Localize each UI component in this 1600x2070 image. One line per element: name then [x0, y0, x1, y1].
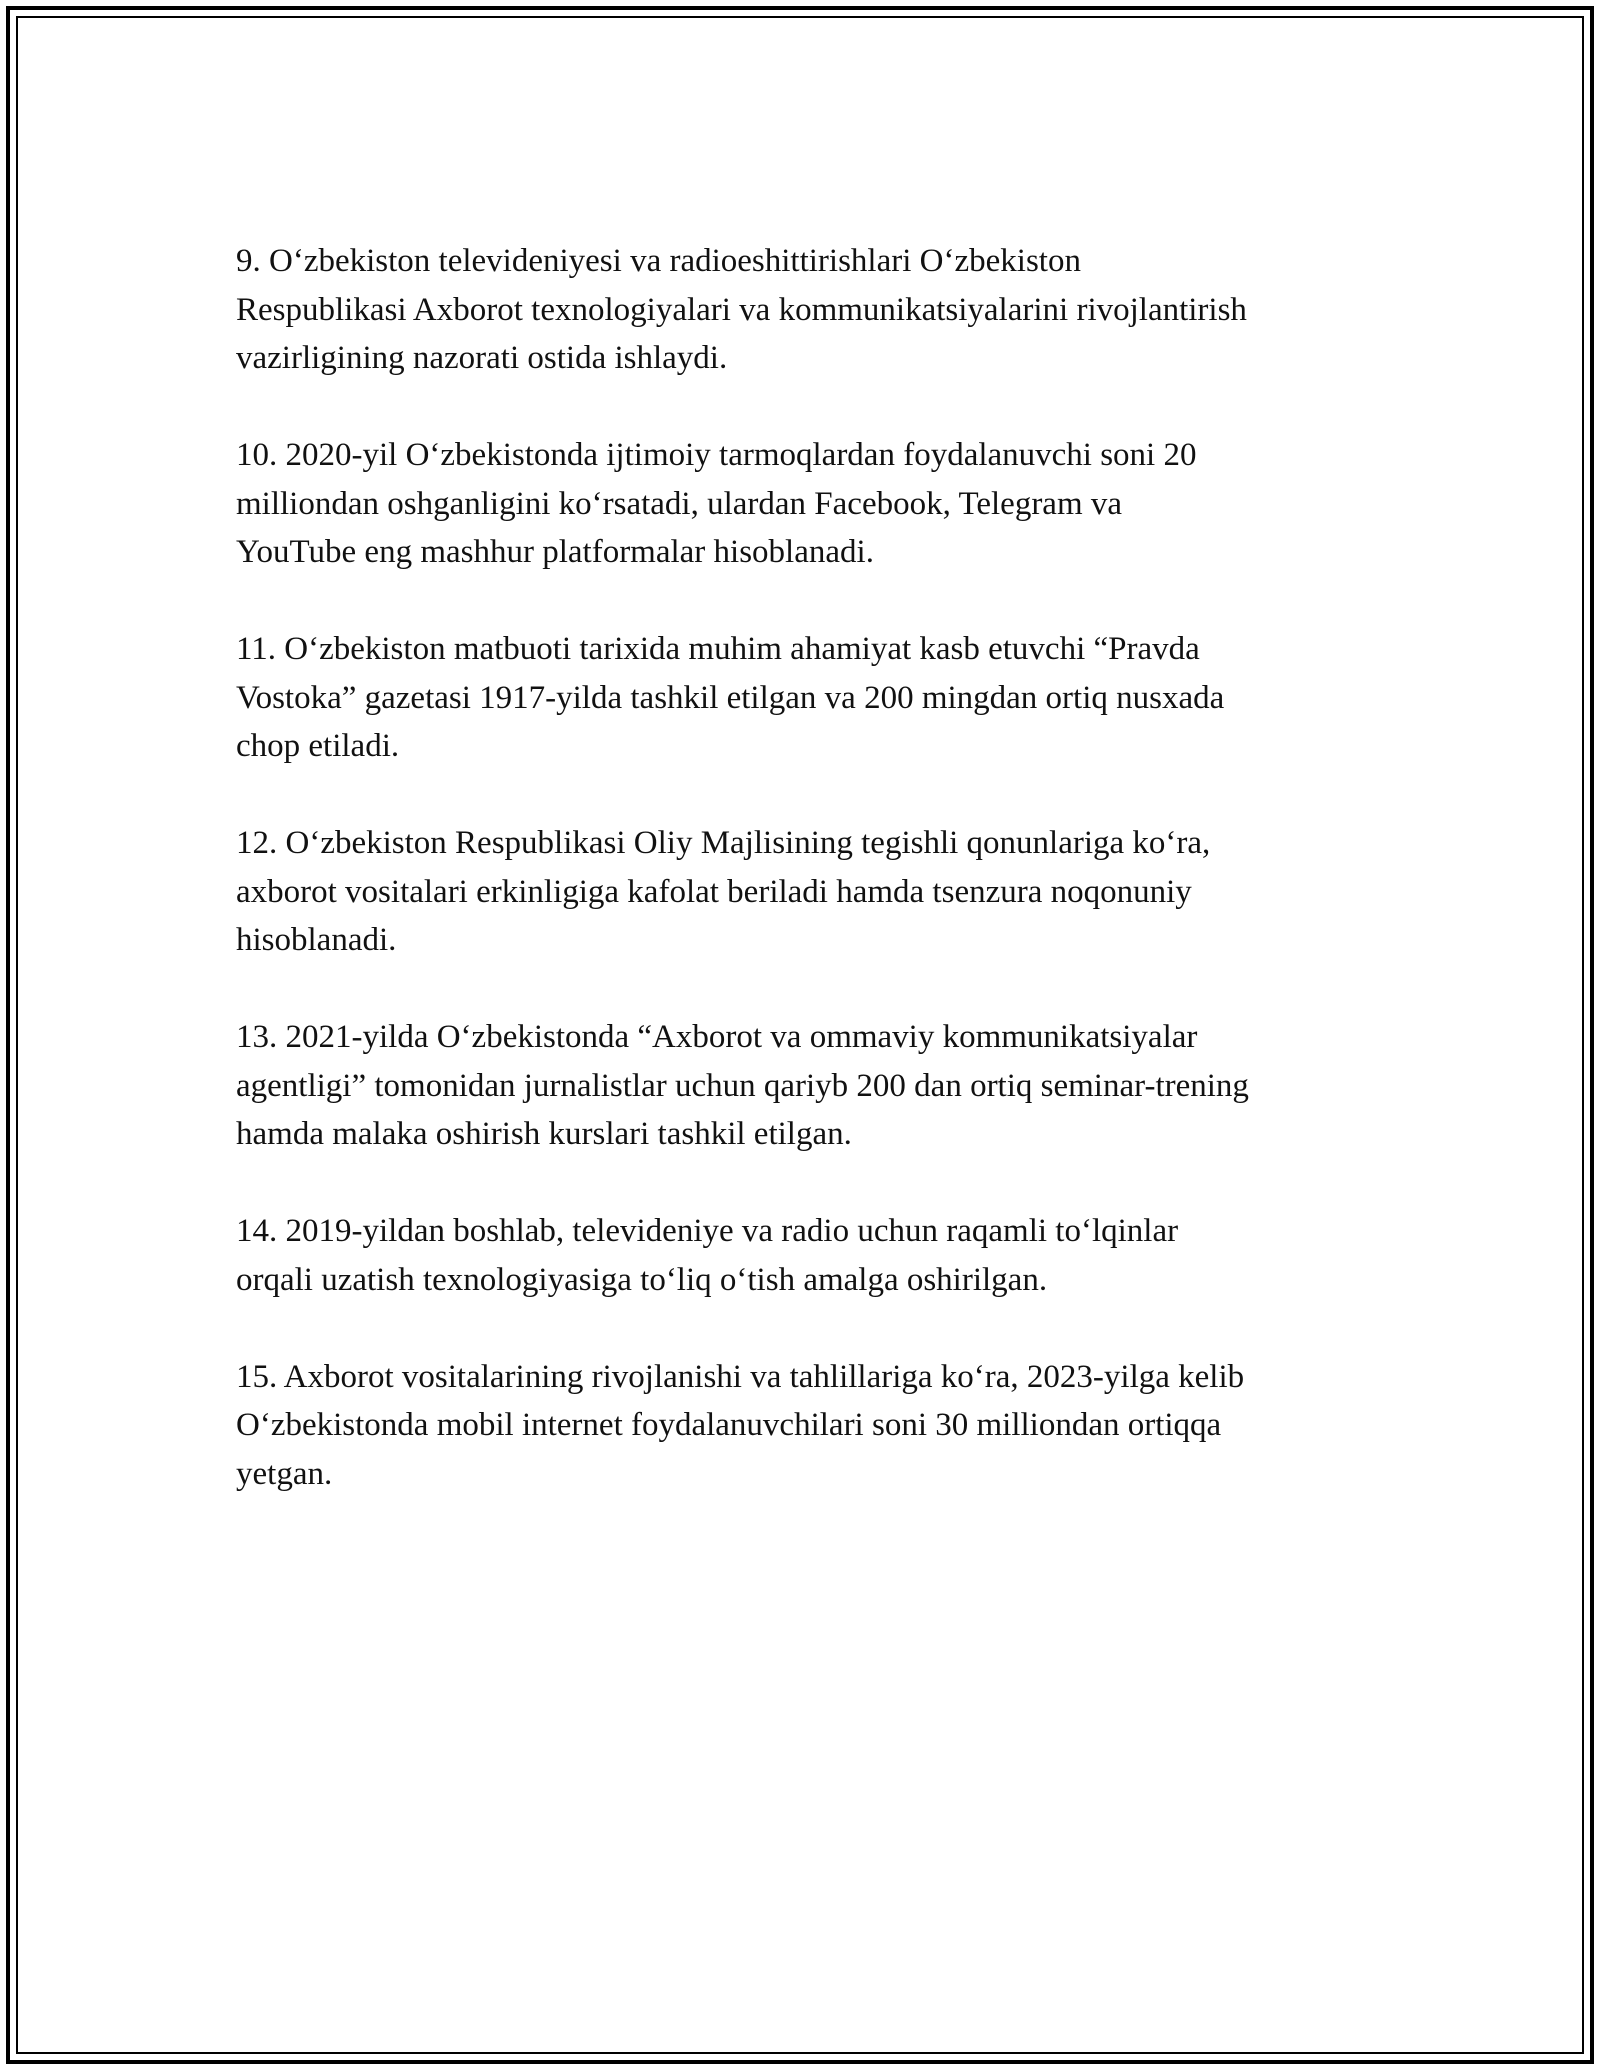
statement-15-line-3: yetgan.: [236, 1455, 333, 1492]
statement-12: [236, 819, 1366, 965]
statement-10-line-1: 10. 2020-yil O‘zbekistonda ijtimoiy tarmoqlardan foydalanuvchi soni 20: [236, 437, 1197, 473]
statement-14-line-1: 14. 2019-yildan boshlab, televideniye va radio uchun raqamli to‘lqinlar: [236, 1213, 1179, 1249]
document-body: [236, 237, 1366, 1547]
statement-14-line-2: orqali uzatish texnologiyasiga to‘liq o‘tish amalga oshirilgan.: [236, 1261, 1048, 1298]
statement-9-line-2: Respublikasi Axborot texnologiyalari va kommunikatsiyalarini rivojlantirish: [236, 291, 1247, 328]
statement-10-line-2: milliondan oshganligini ko‘rsatadi, ulardan Facebook, Telegram va: [236, 485, 1123, 522]
statement-9: [236, 237, 1366, 383]
statement-14: [236, 1207, 1366, 1304]
statement-10-line-3: YouTube eng mashhur platformalar hisoblanadi.: [236, 534, 874, 570]
statement-13: [236, 1013, 1366, 1159]
statement-11-line-3: chop etiladi.: [236, 728, 400, 764]
statement-15-line-2: O‘zbekistonda mobil internet foydalanuvchilari soni 30 milliondan ortiqqa: [236, 1407, 1222, 1443]
statement-9-line-1: 9. O‘zbekiston televideniyesi va radioeshittirishlari O‘zbekiston: [236, 243, 1081, 279]
statement-12-line-1: 12. O‘zbekiston Respublikasi Oliy Majlisining tegishli qonunlariga ko‘ra,: [236, 825, 1211, 861]
statement-13-line-1: 13. 2021-yilda O‘zbekistonda “Axborot va ommaviy kommunikatsiyalar: [236, 1019, 1198, 1055]
statement-11-line-2: Vostoka” gazetasi 1917-yilda tashkil etilgan va 200 mingdan ortiq nusxada: [236, 679, 1225, 716]
statement-11-line-1: 11. O‘zbekiston matbuoti tarixida muhim ahamiyat kasb etuvchi “Pravda: [236, 631, 1200, 667]
statement-10: [236, 431, 1366, 577]
statement-13-line-2: agentligi” tomonidan jurnalistlar uchun qariyb 200 dan ortiq seminar-trening: [236, 1067, 1249, 1104]
statement-15-line-1: 15. Axborot vositalarining rivojlanishi va tahlillariga ko‘ra, 2023-yilga kelib: [236, 1358, 1245, 1395]
statement-9-line-3: vazirligining nazorati ostida ishlaydi.: [236, 340, 728, 376]
statement-13-line-3: hamda malaka oshirish kurslari tashkil etilgan.: [236, 1116, 852, 1152]
statement-15: [236, 1353, 1366, 1499]
statement-11: [236, 625, 1366, 771]
statement-12-line-2: axborot vositalari erkinligiga kafolat beriladi hamda tsenzura noqonuniy: [236, 873, 1192, 910]
statement-12-line-3: hisoblanadi.: [236, 922, 397, 958]
